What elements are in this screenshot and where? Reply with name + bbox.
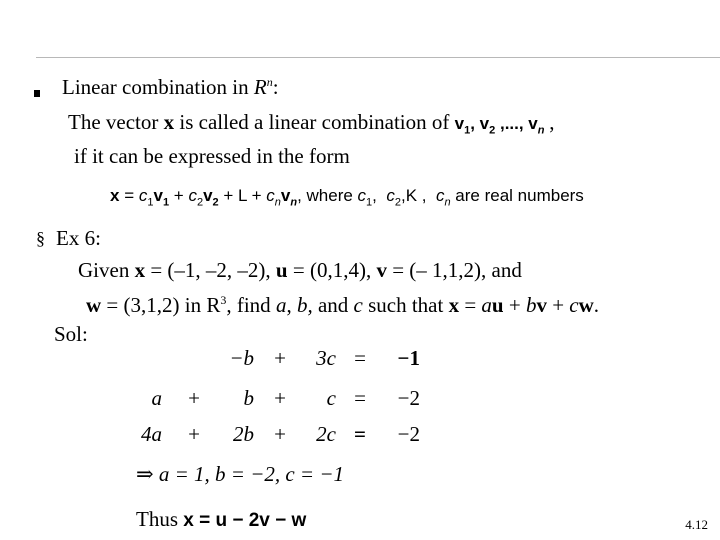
var-c: c bbox=[353, 293, 363, 317]
vector-u-label: u bbox=[491, 293, 504, 317]
definition-line-2: if it can be expressed in the form bbox=[74, 144, 350, 168]
conclusion-expression: x = u − 2v − w bbox=[183, 510, 307, 531]
example-task-line bbox=[86, 288, 599, 317]
eq-op: + bbox=[274, 346, 286, 370]
plus: + bbox=[246, 186, 267, 205]
solution-label: Sol: bbox=[54, 322, 88, 346]
x-value: = (–1, –2, –2), bbox=[145, 258, 276, 282]
ellipsis-glyph: L bbox=[238, 186, 247, 205]
space-exponent: 3 bbox=[220, 293, 227, 307]
vector-list: $v_1$, $v_2$ ,..., $v_n$ bbox=[454, 114, 545, 137]
coef-c2: c bbox=[386, 186, 395, 205]
sub-n: n bbox=[444, 196, 451, 209]
vec-v2: v bbox=[203, 186, 213, 205]
conclusion-line bbox=[136, 507, 306, 533]
eq-rhs: −2 bbox=[397, 386, 420, 410]
vector-x-label: x bbox=[163, 110, 175, 134]
var-a: a bbox=[481, 293, 492, 317]
thus-text: Thus bbox=[136, 507, 184, 531]
coef-cn: c bbox=[266, 186, 275, 205]
equals-sign: = bbox=[119, 186, 139, 205]
sub-2: 2 bbox=[212, 196, 219, 209]
plus: + bbox=[503, 293, 526, 317]
definition-text: , bbox=[549, 110, 555, 134]
eq-term-3: c bbox=[326, 386, 336, 410]
eq-term-1: −b bbox=[229, 346, 254, 370]
comma: , bbox=[286, 293, 297, 317]
var-c: c bbox=[569, 293, 579, 317]
definition-text: The vector bbox=[68, 110, 164, 134]
solution-result: ⇒ a = 1, b = −2, c = −1 bbox=[136, 462, 345, 486]
definition-text: is called a linear combination of bbox=[174, 110, 455, 134]
sub-2: 2 bbox=[196, 196, 204, 209]
title-divider-line bbox=[36, 57, 720, 58]
section-bullet-icon: § bbox=[36, 228, 45, 248]
vec-v1: v bbox=[153, 186, 163, 205]
w-value: = (3,1,2) in bbox=[101, 293, 207, 317]
vector-w-label: w bbox=[578, 293, 594, 317]
sub-1: 1 bbox=[366, 196, 373, 209]
eq-op: + bbox=[274, 386, 286, 410]
sub-2: 2 bbox=[394, 196, 401, 209]
sub-1: 1 bbox=[162, 196, 170, 209]
var-a: a bbox=[275, 293, 287, 317]
period: . bbox=[593, 293, 600, 317]
eq-term-2: 2b bbox=[233, 422, 254, 446]
equals-sign: = bbox=[459, 293, 482, 317]
plus: + bbox=[218, 186, 239, 205]
space-symbol: R bbox=[206, 293, 221, 317]
heading-space-symbol: R bbox=[253, 75, 267, 99]
plus: + bbox=[546, 293, 570, 317]
eq-term-2: 3c bbox=[316, 346, 336, 370]
real-numbers-text: are real numbers bbox=[450, 186, 584, 205]
find-text: , find bbox=[226, 293, 276, 317]
eq-op: + bbox=[188, 422, 200, 446]
v-value: = (– 1,1,2), and bbox=[386, 258, 522, 282]
sub-n: n bbox=[290, 196, 298, 209]
coef-cn: c bbox=[435, 186, 445, 205]
coef-c2: c bbox=[188, 186, 197, 205]
u-value: = (0,1,4), bbox=[287, 258, 377, 282]
eq-term-1: a bbox=[151, 386, 162, 410]
vector-u-label: u bbox=[275, 258, 288, 282]
vector-x-label: x bbox=[448, 293, 460, 317]
ellipsis-glyph: K bbox=[405, 186, 418, 205]
sub-1: 1 bbox=[147, 196, 154, 209]
vector-v-label: v bbox=[376, 258, 387, 282]
vector-w-label: w bbox=[86, 293, 102, 317]
vector-v-label: v bbox=[536, 293, 547, 317]
page-number: 4.12 bbox=[685, 517, 708, 532]
example-label: Ex 6: bbox=[56, 226, 101, 250]
equation-row bbox=[130, 422, 430, 450]
example-given-line bbox=[78, 258, 522, 282]
sub-n: n bbox=[274, 196, 281, 209]
eq-term-2: b bbox=[243, 386, 254, 410]
heading-suffix: : bbox=[272, 75, 279, 99]
such-that-text: such that bbox=[362, 293, 449, 317]
eq-equals: = bbox=[354, 422, 366, 446]
var-b: b bbox=[525, 293, 537, 317]
linear-combination-formula: $x = c_1v_1 + c_2v_2 + L + c_nv_n$, where $c_1$, $c_2,K$ , $c_n$ are real numbers bbox=[110, 186, 584, 209]
coef-c1: c bbox=[357, 186, 367, 205]
given-text: Given bbox=[78, 258, 135, 282]
definition-line-1 bbox=[68, 110, 555, 142]
where-text: , where bbox=[297, 186, 358, 205]
heading-space-exponent: n bbox=[266, 75, 273, 89]
coef-c1: c bbox=[138, 186, 148, 205]
vector-x-label: x bbox=[134, 258, 146, 282]
eq-op: + bbox=[274, 422, 286, 446]
vec-vn: v bbox=[280, 186, 291, 205]
and-text: and bbox=[312, 293, 354, 317]
eq-term-3: 2c bbox=[316, 422, 336, 446]
heading-prefix: Linear combination in bbox=[62, 75, 254, 99]
eq-rhs: −2 bbox=[397, 422, 420, 446]
formula-x: x bbox=[110, 186, 120, 205]
equation-row bbox=[130, 346, 430, 374]
section-heading bbox=[62, 70, 279, 99]
equation-row bbox=[130, 386, 430, 414]
square-bullet-icon bbox=[34, 90, 40, 97]
eq-rhs: −1 bbox=[397, 346, 420, 370]
eq-op: + bbox=[188, 386, 200, 410]
eq-equals: = bbox=[354, 386, 366, 410]
plus: + bbox=[169, 186, 189, 205]
eq-equals: = bbox=[354, 346, 366, 370]
var-b: b, bbox=[296, 293, 313, 317]
eq-term-1: 4a bbox=[141, 422, 162, 446]
